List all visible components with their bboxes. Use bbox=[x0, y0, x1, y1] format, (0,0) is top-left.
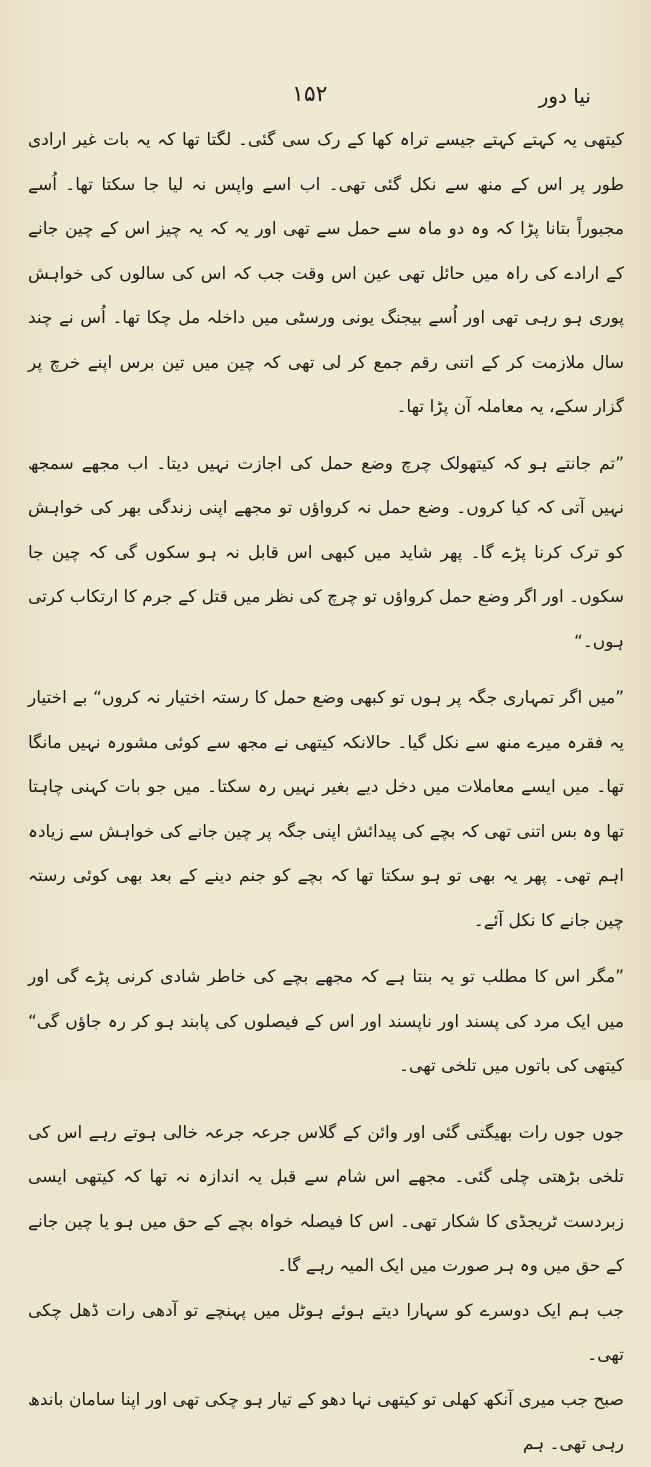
page-header bbox=[0, 82, 651, 112]
paragraph: صبح جب میری آنکھ کھلی تو کیتھی نہا دھو کے تیار ہو چکی تھی اور اپنا سامان باندھ رہی تھی۔ ہم bbox=[28, 1389, 624, 1454]
running-title: نیا دور bbox=[538, 84, 591, 108]
paragraph: جوں جوں رات بھیگتی گئی اور وائن کے گلاس جرعہ جرعہ خالی ہوتے رہے اس کی تلخی بڑھتی چلی گئی۔ مجھے اس شام سے قبل یہ اندازہ نہ تھا کہ کیتھی ایسی زبردست ٹریجڈی کا شکار تھی۔ اس کا فیصلہ خواہ بچے کے حق میں ہو یا چین جانے کے حق میں وہ ہر صورت میں ایک المیہ رہے گا۔ bbox=[28, 1122, 624, 1276]
body-text bbox=[28, 118, 624, 1467]
paragraph: ”میں اگر تمہاری جگہ پر ہوں تو کبھی وضع حمل کا رستہ اختیار نہ کروں“ بے اختیار یہ فقرہ میرے منھ سے نکل گیا۔ حالانکہ کیتھی نے مجھ سے کوئی مشورہ نہیں مانگا تھا۔ میں ایسے معاملات میں دخل دیے بغیر نہیں رہ سکتا۔ میں جو بات کہنی چاہتا تھا وہ بس اتنی تھی کہ بچے کی پیدائش اپنی جگہ پر چین جانے کی خواہش سے زیادہ اہم تھی۔ پھر یہ بھی تو ہو سکتا تھا کہ بچے کو جنم دینے کے بعد بھی کوئی رستہ چین جانے کا نکل آئے۔ bbox=[28, 688, 624, 931]
paragraph: جب ہم ایک دوسرے کو سہارا دیتے ہوئے ہوٹل میں پہنچے تو آدھی رات ڈھل چکی تھی۔ bbox=[28, 1300, 624, 1365]
page-number: ۱۵۲ bbox=[292, 82, 328, 107]
paragraph: کیتھی یہ کہتے کہتے جیسے تراہ کھا کے رک سی گئی۔ لگتا تھا کہ یہ بات غیر ارادی طور پر اس کے منھ سے نکل گئی تھی۔ اب اسے واپس نہ لیا جا سکتا تھا۔ اُسے مجبوراً بتانا پڑا کہ وہ دو ماہ سے حمل سے تھی اور یہ کہ یہ چیز اس کے چین جانے کے ارادے کی راہ میں حائل تھی عین اس وقت جب کہ اس کی سالوں کی خواہش پوری ہو رہی تھی اور اُسے بیجنگ یونی ورسٹی میں داخلہ مل چکا تھا۔ اُس نے چند سال ملازمت کر کے اتنی رقم جمع کر لی تھی کہ چین میں تین برس اپنے خرچ پر گزار سکے، یہ معاملہ آن پڑا تھا۔ bbox=[28, 130, 624, 417]
paragraph: ”مگر اس کا مطلب تو یہ بنتا ہے کہ مجھے بچے کی خاطر شادی کرنی پڑے گی اور میں ایک مرد کی پسند اور ناپسند اور اس کے فیصلوں کی پابند ہو کر رہ جاؤں گی“ کیتھی کی باتوں میں تلخی تھی۔ bbox=[28, 967, 624, 1076]
paragraph: ”تم جانتے ہو کہ کیتھولک چرچ وضع حمل کی اجازت نہیں دیتا۔ اب مجھے سمجھ نہیں آتی کہ کیا کروں۔ وضع حمل نہ کرواؤں تو مجھے اپنی زندگی بھر کی خواہش کو ترک کرنا پڑے گا۔ پھر شاید میں کبھی اس قابل نہ ہو سکوں گی کہ چین جا سکوں۔ اور اگر وضع حمل کرواؤں تو چرچ کی نظر میں قتل کے جرم کا ارتکاب کرتی ہوں۔“ bbox=[28, 453, 624, 652]
